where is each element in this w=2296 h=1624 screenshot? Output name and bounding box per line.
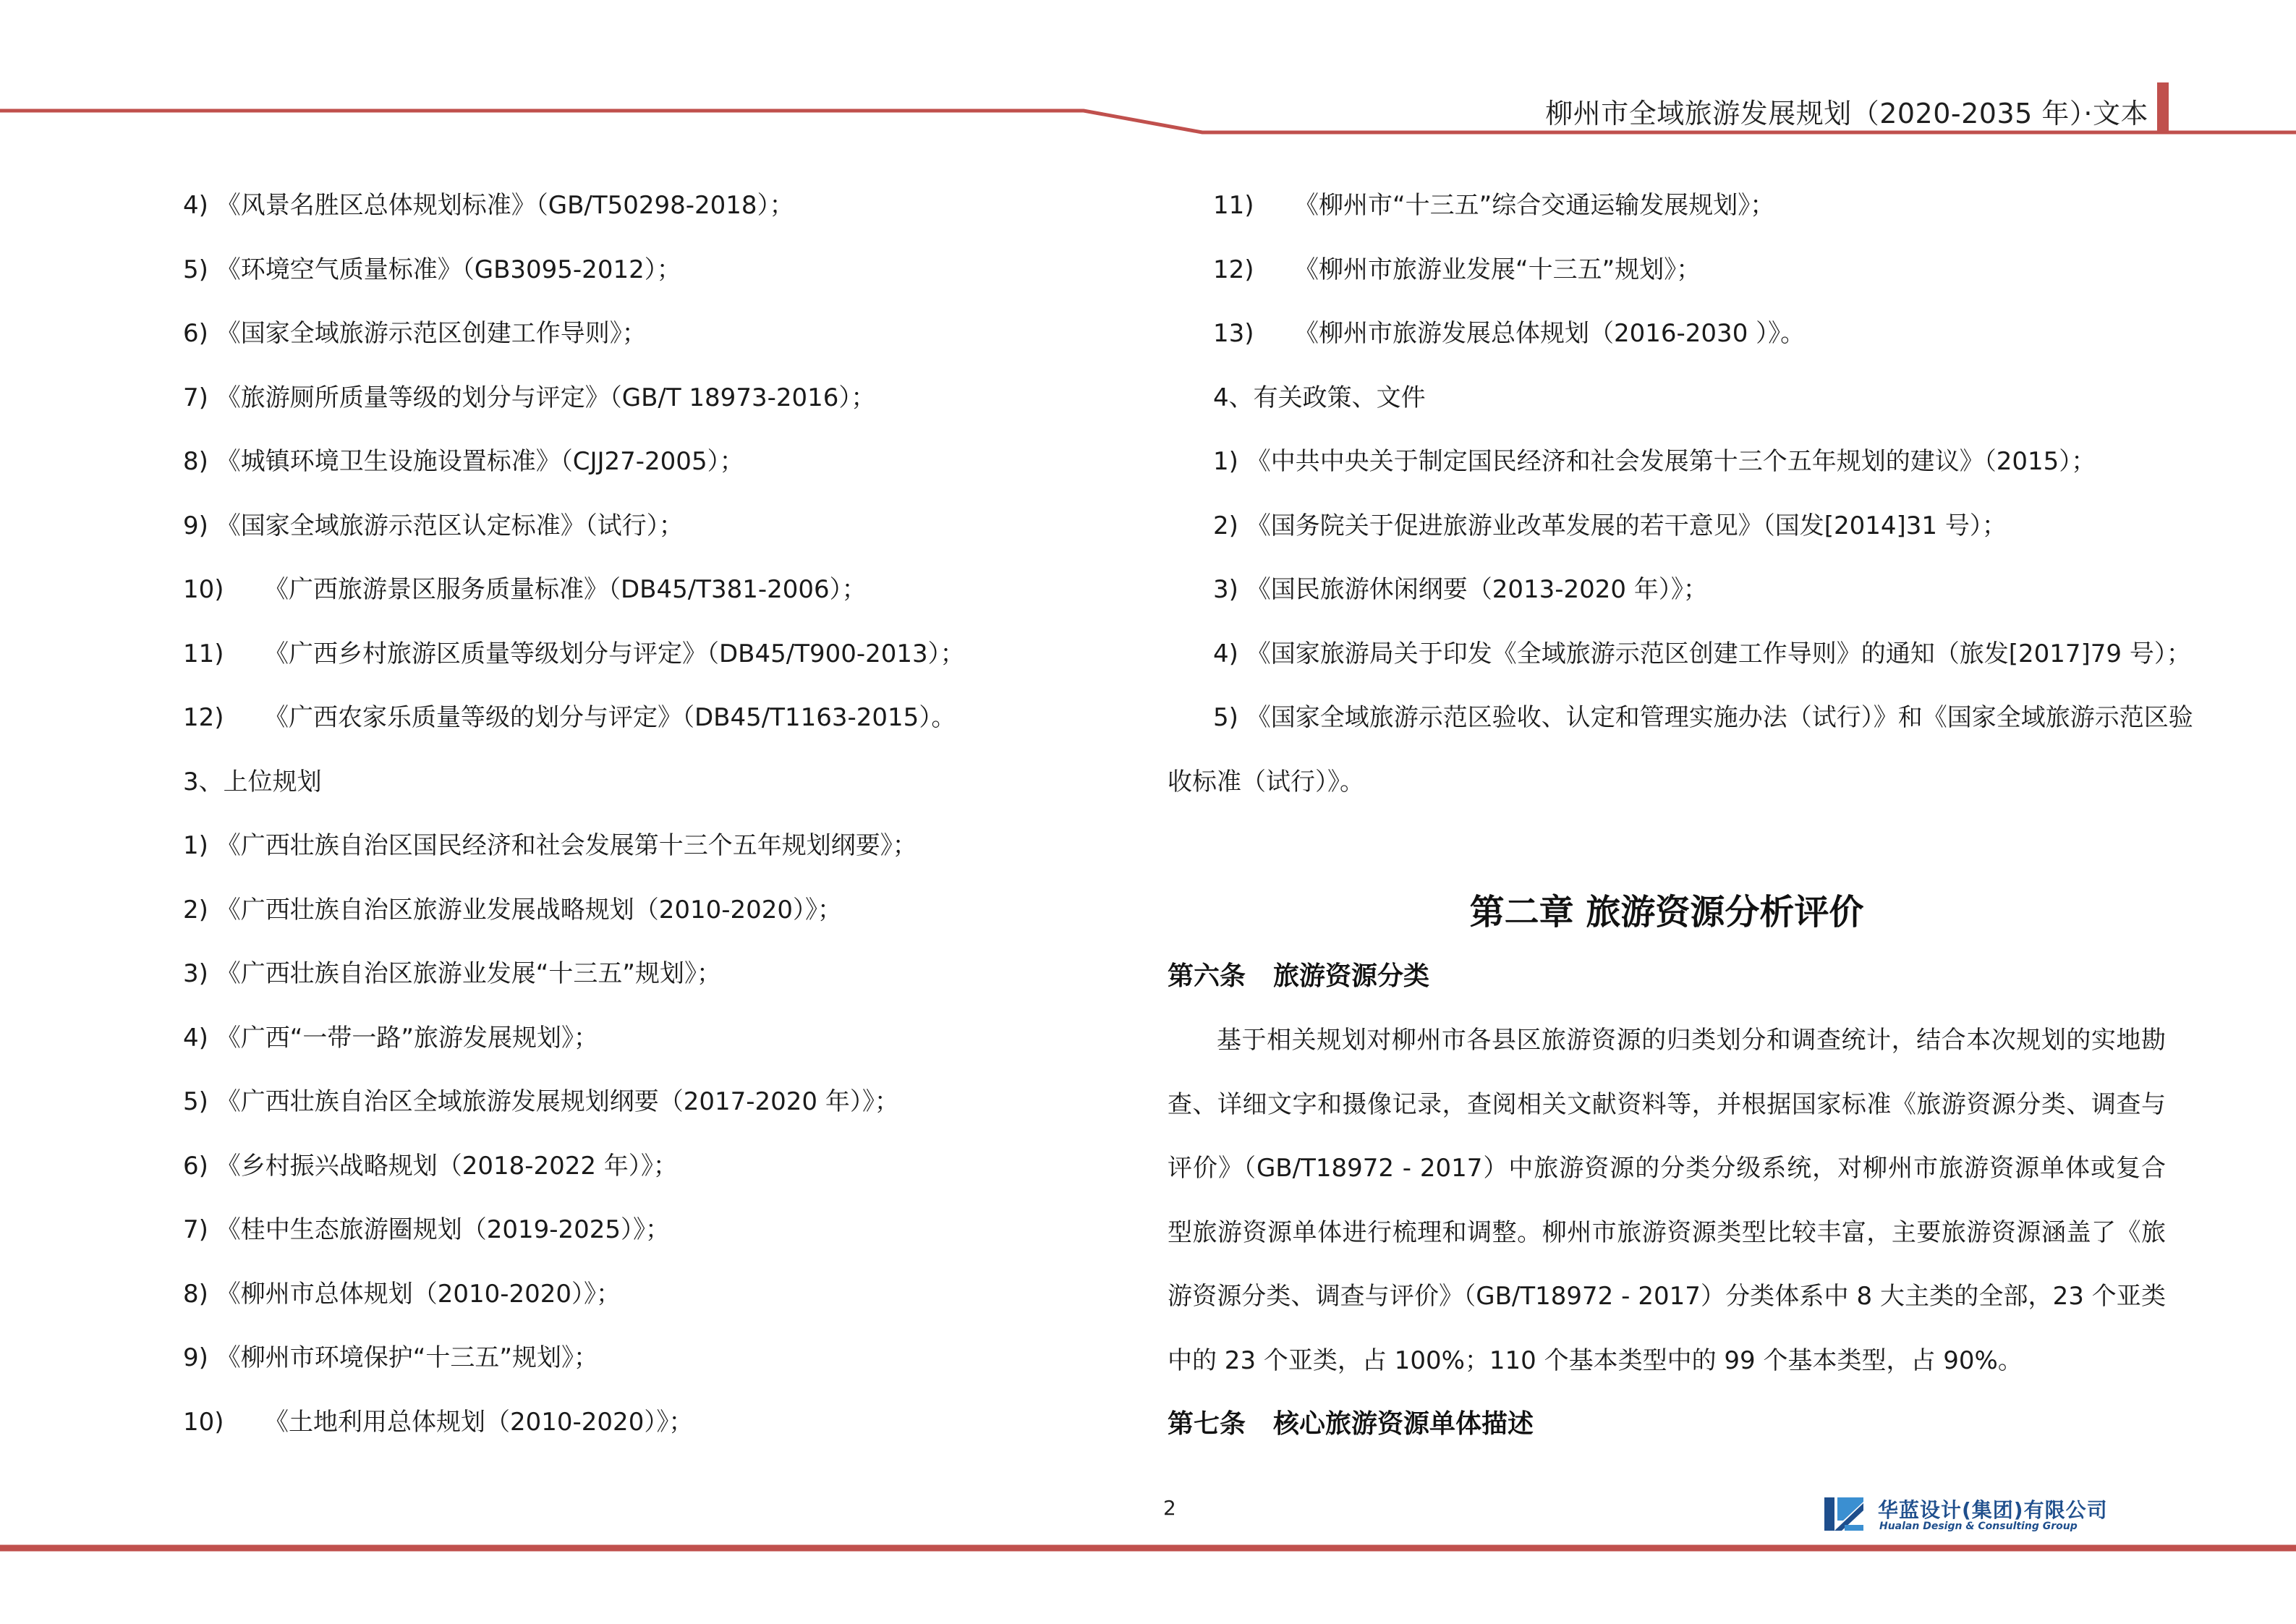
list-item: 12) 《广西农家乐质量等级的划分与评定》（DB45/T1163-2015）。 [183, 703, 956, 732]
list-item: 3) 《国民旅游休闲纲要（2013-2020 年）》； [1213, 575, 1708, 604]
list-item: 8) 《城镇环境卫生设施设置标准》（CJJ27-2005）； [183, 447, 744, 476]
list-item: 10) 《土地利用总体规划（2010-2020）》； [183, 1408, 694, 1437]
list-item: 5) 《环境空气质量标准》（GB3095-2012）； [183, 255, 681, 284]
list-item: 13) 《柳州市旅游发展总体规划（2016-2030 ）》。 [1213, 319, 1806, 348]
list-item: 1) 《广西壮族自治区国民经济和社会发展第十三个五年规划纲要》； [183, 831, 917, 860]
list-item: 5) 《国家全域旅游示范区验收、认定和管理实施办法（试行）》和《国家全域旅游示范区验 [1213, 703, 2193, 732]
list-item-continuation: 收标准（试行）》。 [1168, 768, 1364, 796]
list-item: 4) 《国家旅游局关于印发《全域旅游示范区创建工作导则》的通知（旅发[2017]79 号）； [1213, 639, 2191, 668]
list-item: 3) 《广西壮族自治区旅游业发展“十三五”规划》； [183, 959, 721, 988]
article-7-heading: 第七条 核心旅游资源单体描述 [1168, 1409, 1534, 1439]
hualan-logo-icon [1823, 1496, 1865, 1532]
list-item: 2) 《广西壮族自治区旅游业发展战略规划（2010-2020）》； [183, 896, 843, 924]
list-item: 7) 《旅游厕所质量等级的划分与评定》（GB/T 18973-2016）； [183, 383, 876, 412]
article-6-heading: 第六条 旅游资源分类 [1168, 961, 1430, 991]
list-item: 4) 《广西“一带一路”旅游发展规划》； [183, 1024, 598, 1053]
list-item: 11) 《柳州市“十三五”综合交通运输发展规划》； [1213, 191, 1775, 220]
company-logo [1823, 1495, 2112, 1538]
list-item: 6) 《国家全域旅游示范区创建工作导则》； [183, 319, 647, 348]
company-name-cn: 华蓝设计(集团)有限公司 [1878, 1498, 2108, 1522]
header-accent-bar [2157, 82, 2169, 133]
list-item: 2) 《国务院关于促进旅游业改革发展的若干意见》（国发[2014]31 号）； [1213, 511, 2007, 540]
list-item: 1) 《中共中央关于制定国民经济和社会发展第十三个五年规划的建议》（2015）； [1213, 447, 2096, 476]
company-name-en: Hualan Design & Consulting Group [1879, 1521, 2078, 1532]
list-item: 5) 《广西壮族自治区全域旅游发展规划纲要（2017-2020 年）》； [183, 1087, 899, 1116]
page-number: 2 [1163, 1496, 1176, 1520]
chapter-title: 第二章 旅游资源分析评价 [1469, 892, 1864, 932]
list-item: 11) 《广西乡村旅游区质量等级划分与评定》（DB45/T900-2013）； [183, 639, 965, 668]
list-item: 10) 《广西旅游景区服务质量标准》（DB45/T381-2006）； [183, 575, 867, 604]
list-item: 7) 《桂中生态旅游圈规划（2019-2025）》； [183, 1215, 671, 1244]
list-item: 9) 《国家全域旅游示范区认定标准》（试行）； [183, 511, 684, 540]
article-6-body: 基于相关规划对柳州市各县区旅游资源的归类划分和调查统计，结合本次规划的实地勘查、详细文字和摄像记录，查阅相关文献资料等，并根据国家标准《旅游资源分类、调查与评价》（GB/T18972 - 2017）中旅游资源的分类分级系统，对柳州市旅游资源单体或复合型旅游资源单体进行梳理和调整。柳州市旅游资源类型比较丰富，主要旅游资源涵盖了《旅游资源分类、调查与评价》（GB/T18972 - 2017）分类体系中 8 大主类的全部，23 个亚类中的 23 个亚类，占 100%；110 个基本类型中的 99 个基本类型，占 90%。 [1168, 1026, 2166, 1375]
list-item: 9) 《柳州市环境保护“十三五”规划》； [183, 1343, 598, 1372]
list-item: 8) 《柳州市总体规划（2010-2020）》； [183, 1280, 621, 1309]
list-item: 6) 《乡村振兴战略规划（2018-2022 年）》； [183, 1152, 678, 1181]
section-heading: 3、上位规划 [183, 768, 322, 796]
list-item: 12) 《柳州市旅游业发展“十三五”规划》； [1213, 255, 1701, 284]
header-title: 柳州市全域旅游发展规划（2020-2035 年）·文本 [1545, 98, 2148, 129]
list-item: 4) 《风景名胜区总体规划标准》（GB/T50298-2018）； [183, 191, 794, 220]
section-heading: 4、有关政策、文件 [1213, 383, 1426, 412]
